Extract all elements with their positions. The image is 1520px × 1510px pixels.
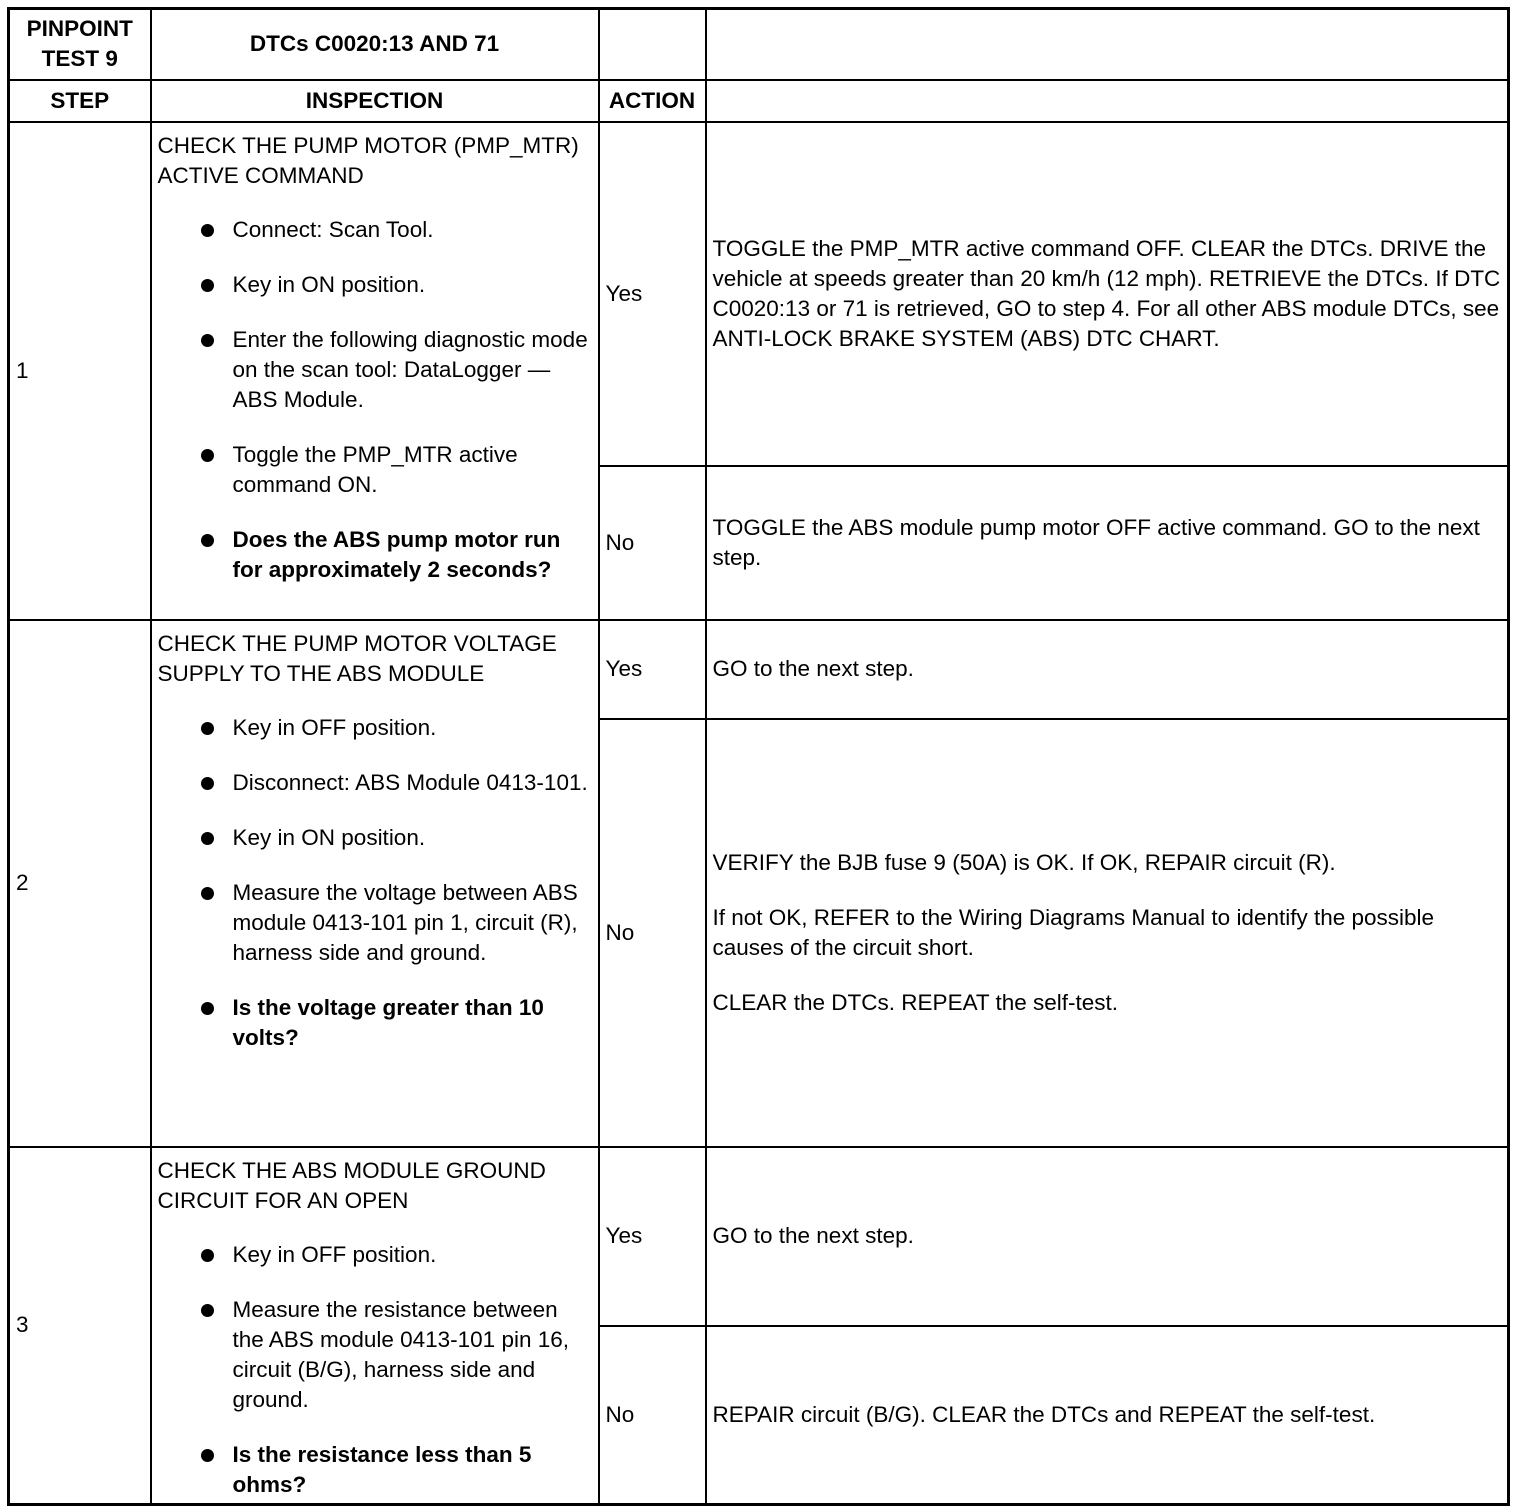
step-number: 1 (9, 122, 151, 620)
column-header-inspection: INSPECTION (151, 80, 599, 122)
inspection-title: CHECK THE PUMP MOTOR (PMP_MTR) ACTIVE COMMAND (157, 132, 579, 188)
list-item: Key in OFF position. (158, 1240, 592, 1270)
inspection-title: CHECK THE ABS MODULE GROUND CIRCUIT FOR AN OPEN (157, 1157, 546, 1213)
bullet-icon (201, 1449, 214, 1462)
step-number: 3 (9, 1147, 151, 1505)
inspection-cell (151, 1147, 599, 1505)
list-item: Enter the following diagnostic mode on the scan tool: DataLogger — ABS Module. (158, 325, 592, 415)
bullet-icon (201, 1249, 214, 1262)
column-header-action: ACTION (599, 80, 706, 122)
list-item: Measure the resistance between the ABS module 0413-101 pin 16, circuit (B/G), harness side and ground. (158, 1295, 592, 1415)
bullet-icon (201, 1304, 214, 1317)
list-item: Toggle the PMP_MTR active command ON. (158, 440, 592, 500)
result-label-no: No (599, 1326, 706, 1505)
bullet-icon (201, 832, 214, 845)
inspection-question: Is the voltage greater than 10 volts? (158, 993, 592, 1053)
result-label-no: No (599, 466, 706, 620)
inspection-cell (151, 122, 599, 620)
list-item: Key in ON position. (158, 270, 592, 300)
test-title: DTCs C0020:13 AND 71 (151, 9, 599, 80)
result-label-yes: Yes (599, 1147, 706, 1326)
list-item: Connect: Scan Tool. (158, 215, 592, 245)
inspection-cell (151, 620, 599, 1147)
bullet-icon (201, 887, 214, 900)
list-item: Measure the voltage between ABS module 0413-101 pin 1, circuit (R), harness side and ground. (158, 878, 592, 968)
action-no: VERIFY the BJB fuse 9 (50A) is OK. If OK, REPAIR circuit (R). If not OK, REFER to the Wiring Diagrams Manual to identify the possible causes of the circuit short. CLEAR the DTCs. REPEAT the self-test. (706, 719, 1509, 1147)
list-item: Key in OFF position. (158, 713, 592, 743)
list-item: Disconnect: ABS Module 0413-101. (158, 768, 592, 798)
step-row (9, 122, 1509, 466)
inspection-list (158, 1240, 592, 1500)
bullet-icon (201, 449, 214, 462)
action-yes: TOGGLE the PMP_MTR active command OFF. CLEAR the DTCs. DRIVE the vehicle at speeds greater than 20 km/h (12 mph). RETRIEVE the DTCs. If DTC C0020:13 or 71 is retrieved, GO to step 4. For all other ABS module DTCs, see ANTI-LOCK BRAKE SYSTEM (ABS) DTC CHART. (706, 122, 1509, 466)
action-yes: GO to the next step. (706, 1147, 1509, 1326)
column-header-row (9, 80, 1509, 122)
result-label-yes: Yes (599, 122, 706, 466)
bullet-icon (201, 279, 214, 292)
bullet-icon (201, 722, 214, 735)
table-header-row (9, 9, 1509, 80)
step-row (9, 620, 1509, 719)
bullet-icon (201, 334, 214, 347)
result-label-yes: Yes (599, 620, 706, 719)
bullet-icon (201, 534, 214, 547)
list-item: Key in ON position. (158, 823, 592, 853)
step-row (9, 1147, 1509, 1326)
test-label: PINPOINT TEST 9 (9, 9, 151, 80)
empty-header-cell (599, 9, 706, 80)
bullet-icon (201, 777, 214, 790)
empty-header-cell (706, 9, 1509, 80)
step-number: 2 (9, 620, 151, 1147)
result-label-no: No (599, 719, 706, 1147)
inspection-list (158, 713, 592, 1053)
empty-header-cell (706, 80, 1509, 122)
action-no: REPAIR circuit (B/G). CLEAR the DTCs and REPEAT the self-test. (706, 1326, 1509, 1505)
inspection-list (158, 215, 592, 585)
bullet-icon (201, 224, 214, 237)
inspection-question: Is the resistance less than 5 ohms? (158, 1440, 592, 1500)
pinpoint-test-table (7, 7, 1510, 1506)
bullet-icon (201, 1002, 214, 1015)
action-yes: GO to the next step. (706, 620, 1509, 719)
column-header-step: STEP (9, 80, 151, 122)
inspection-question: Does the ABS pump motor run for approximately 2 seconds? (158, 525, 592, 585)
inspection-title: CHECK THE PUMP MOTOR VOLTAGE SUPPLY TO THE ABS MODULE (157, 630, 557, 686)
action-no: TOGGLE the ABS module pump motor OFF active command. GO to the next step. (706, 466, 1509, 620)
